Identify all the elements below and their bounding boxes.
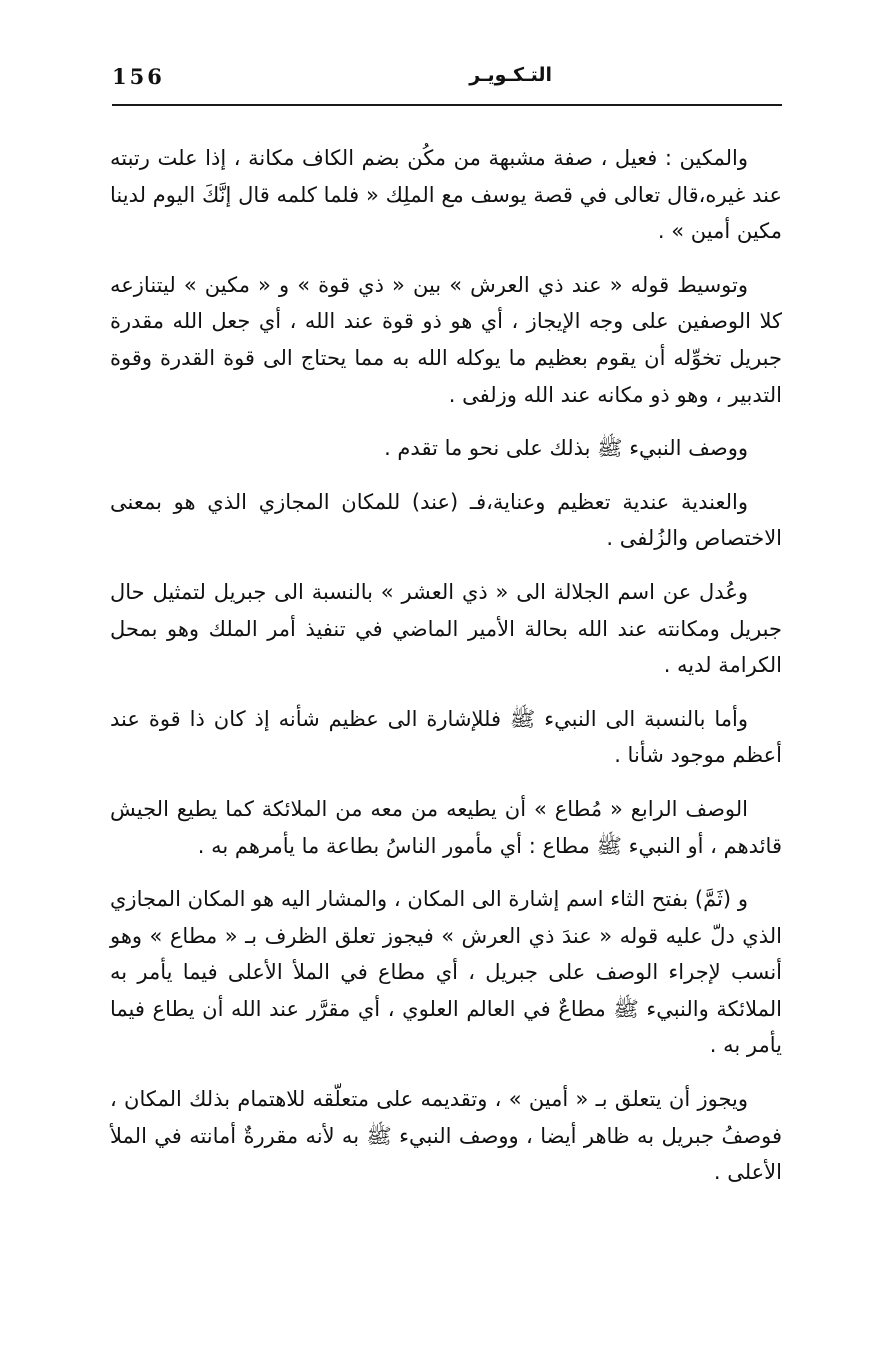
running-title: التـكـويـر bbox=[469, 64, 552, 86]
header-divider bbox=[112, 104, 782, 106]
paragraph-prophet-ratio: وأما بالنسبة الى النبيء ﷺ فللإشارة الى عظيم شأنه إذ كان ذا قوة عند أعظم موجود شأنا . bbox=[110, 706, 782, 768]
paragraph-indiyya: والعندية عندية تعظيم وعناية،فـ (عند) للمكان المجازي الذي هو بمعنى الاختصاص والزُلفى . bbox=[110, 489, 782, 551]
page-header bbox=[112, 62, 780, 102]
paragraph-fourth-attribute: الوصف الرابع « مُطاع » أن يطيعه من معه من الملائكة كما يطيع الجيش قائدهم ، أو النبيء ﷺ مطاع : أي مأمور الناسُ بطاعة ما يأمرهم به . bbox=[110, 796, 782, 858]
page-number: 156 bbox=[112, 64, 165, 89]
paragraph-ameen: ويجوز أن يتعلق بـ « أمين » ، وتقديمه على متعلّقه للاهتمام بذلك المكان ، فوصفُ جبريل به ظاهر أيضا ، ووصف النبيء ﷺ به لأنه مقررةٌ أمانته في الملأ الأعلى . bbox=[110, 1087, 782, 1185]
paragraph-prophet-description: ووصف النبيء ﷺ بذلك على نحو ما تقدم . bbox=[384, 436, 748, 461]
paragraph-udila: وعُدل عن اسم الجلالة الى « ذي العشر » بالنسبة الى جبريل لتمثيل حال جبريل ومكانته عند الله بحالة الأمير الماضي في تنفيذ أمر الملك وهو بمحل الكرامة لديه . bbox=[110, 579, 782, 678]
paragraph-makeen: والمكين : فعيل ، صفة مشبهة من مكُن بضم الكاف مكانة ، إذا علت رتبته عند غيره،قال تعالى في قصة يوسف مع الملِك « فلما كلمه قال إنَّكَ اليوم لدينا مكين أمين » . bbox=[110, 146, 782, 244]
page-body bbox=[110, 140, 782, 1208]
paragraph-tawseet: وتوسيط قوله « عند ذي العرش » بين « ذي قوة » و « مكين » ليتنازعه كلا الوصفين على وجه الإيجاز ، أي هو ذو قوة عند الله ، أي جعل الله مقدرة جبريل تخوِّله أن يقوم بعظيم ما يوكله الله به مما يحتاج الى قوة القدرة وقوة التدبير ، وهو ذو مكانه عند الله وزلفى . bbox=[110, 272, 782, 407]
paragraph-thamma: و (ثَمَّ) بفتح الثاء اسم إشارة الى المكان ، والمشار اليه هو المكان المجازي الذي دلّ عليه قوله « عندَ ذي العرش » فيجوز تعلق الظرف بـ « مطاع » وهو أنسب لإجراء الوصف على جبريل ، أي مطاع في الملأ الأعلى فيما يأمر به الملائكة والنبيء ﷺ مطاعٌ في العالم العلوي ، أي مقرَّر عند الله أن يطاع فيما يأمر به . bbox=[110, 887, 782, 1058]
